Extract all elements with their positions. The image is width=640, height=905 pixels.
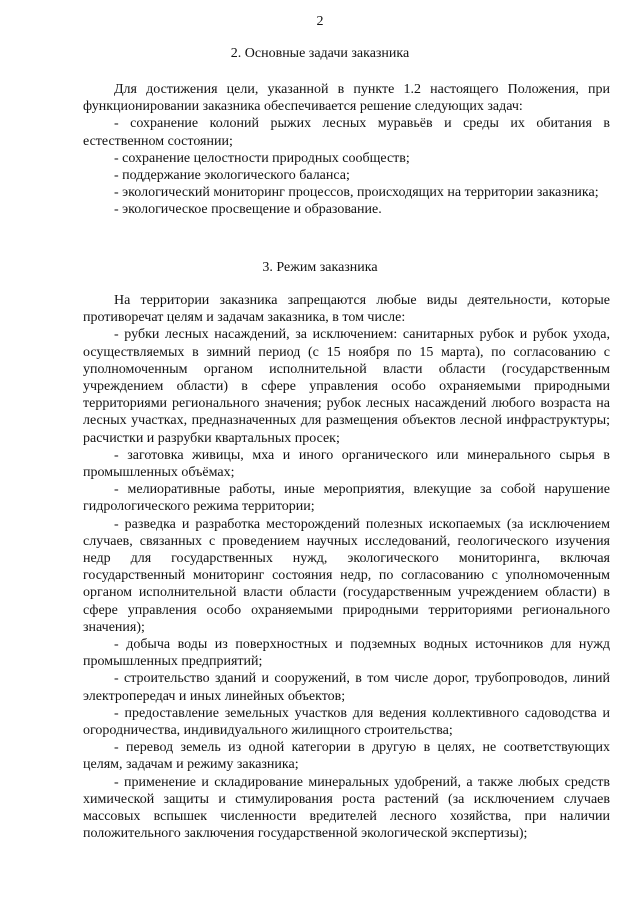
list-item: - поддержание экологического баланса; (114, 168, 350, 184)
section-2-body (83, 81, 610, 219)
list-item: - добыча воды из поверхностных и подземных водных источников для нужд промышленных предприятий; (83, 637, 610, 670)
section-3-body (83, 292, 610, 843)
paragraph: На территории заказника запрещаются любые виды деятельности, которые противоречат целям и задачам заказника, в том числе: (83, 293, 610, 326)
list-item: - заготовка живицы, мха и иного органического или минерального сырья в промышленных объёмах; (83, 447, 610, 481)
list-item: - экологический мониторинг процессов, происходящих на территории заказника; (114, 185, 599, 201)
page-number: 2 (316, 14, 324, 29)
list-item: - сохранение колоний рыжих лесных муравьёв и среды их обитания в естественном состоянии; (83, 116, 610, 149)
list-item: - разведка и разработка месторождений полезных ископаемых (за исключением случаев, связанных с проведением научных исследований, геологического изучения недр для государственных нужд, экологического мониторинга, включая государственный мониторинг состояния недр, по согласованию с уполномоченным органом исполнительной власти области (государственным учреждением области) в сфере управления особо охраняемыми природными территориями регионального значения); (83, 516, 610, 635)
list-item: - рубки лесных насаждений, за исключением: санитарных рубок и рубок ухода, осуществляемых в зимний период (с 15 ноября по 15 марта), по согласованию с уполномоченным органом исполнительной власти области (государственным учреждением области) в сфере управления особо охраняемыми природными территориями регионального значения; рубок лесных насаждений любого возраста на лесных участках, предназначенных для размещения объектов лесной инфраструктуры; расчистки и разрубки квартальных просек; (83, 327, 610, 446)
list-item: - экологическое просвещение и образование. (114, 202, 382, 218)
list-item: - сохранение целостности природных сообществ; (114, 150, 410, 166)
section-2-heading: 2. Основные задачи заказника (230, 46, 410, 61)
section-3-heading: 3. Режим заказника (262, 260, 378, 275)
list-item: - предоставление земельных участков для ведения коллективного садоводства и огородничества, индивидуального жилищного строительства; (83, 705, 610, 739)
list-item: - мелиоративные работы, иные мероприятия, влекущие за собой нарушение гидрологического режима территории; (83, 482, 610, 515)
list-item: - строительство зданий и сооружений, в том числе дорог, трубопроводов, линий электропередач и иных линейных объектов; (83, 671, 610, 704)
paragraph: Для достижения цели, указанной в пункте 1.2 настоящего Положения, при функционировании заказника обеспечивается решение следующих задач: (83, 82, 610, 115)
list-item: - перевод земель из одной категории в другую в целях, не соответствующих целям, задачам и режиму заказника; (83, 740, 610, 773)
list-item: - применение и складирование минеральных удобрений, а также любых средств химической защиты и стимулирования роста растений (за исключением случаев массовых вспышек численности вредителей лесного хозяйства, при наличии положительного заключения государственной экологической экспертизы); (83, 774, 610, 842)
